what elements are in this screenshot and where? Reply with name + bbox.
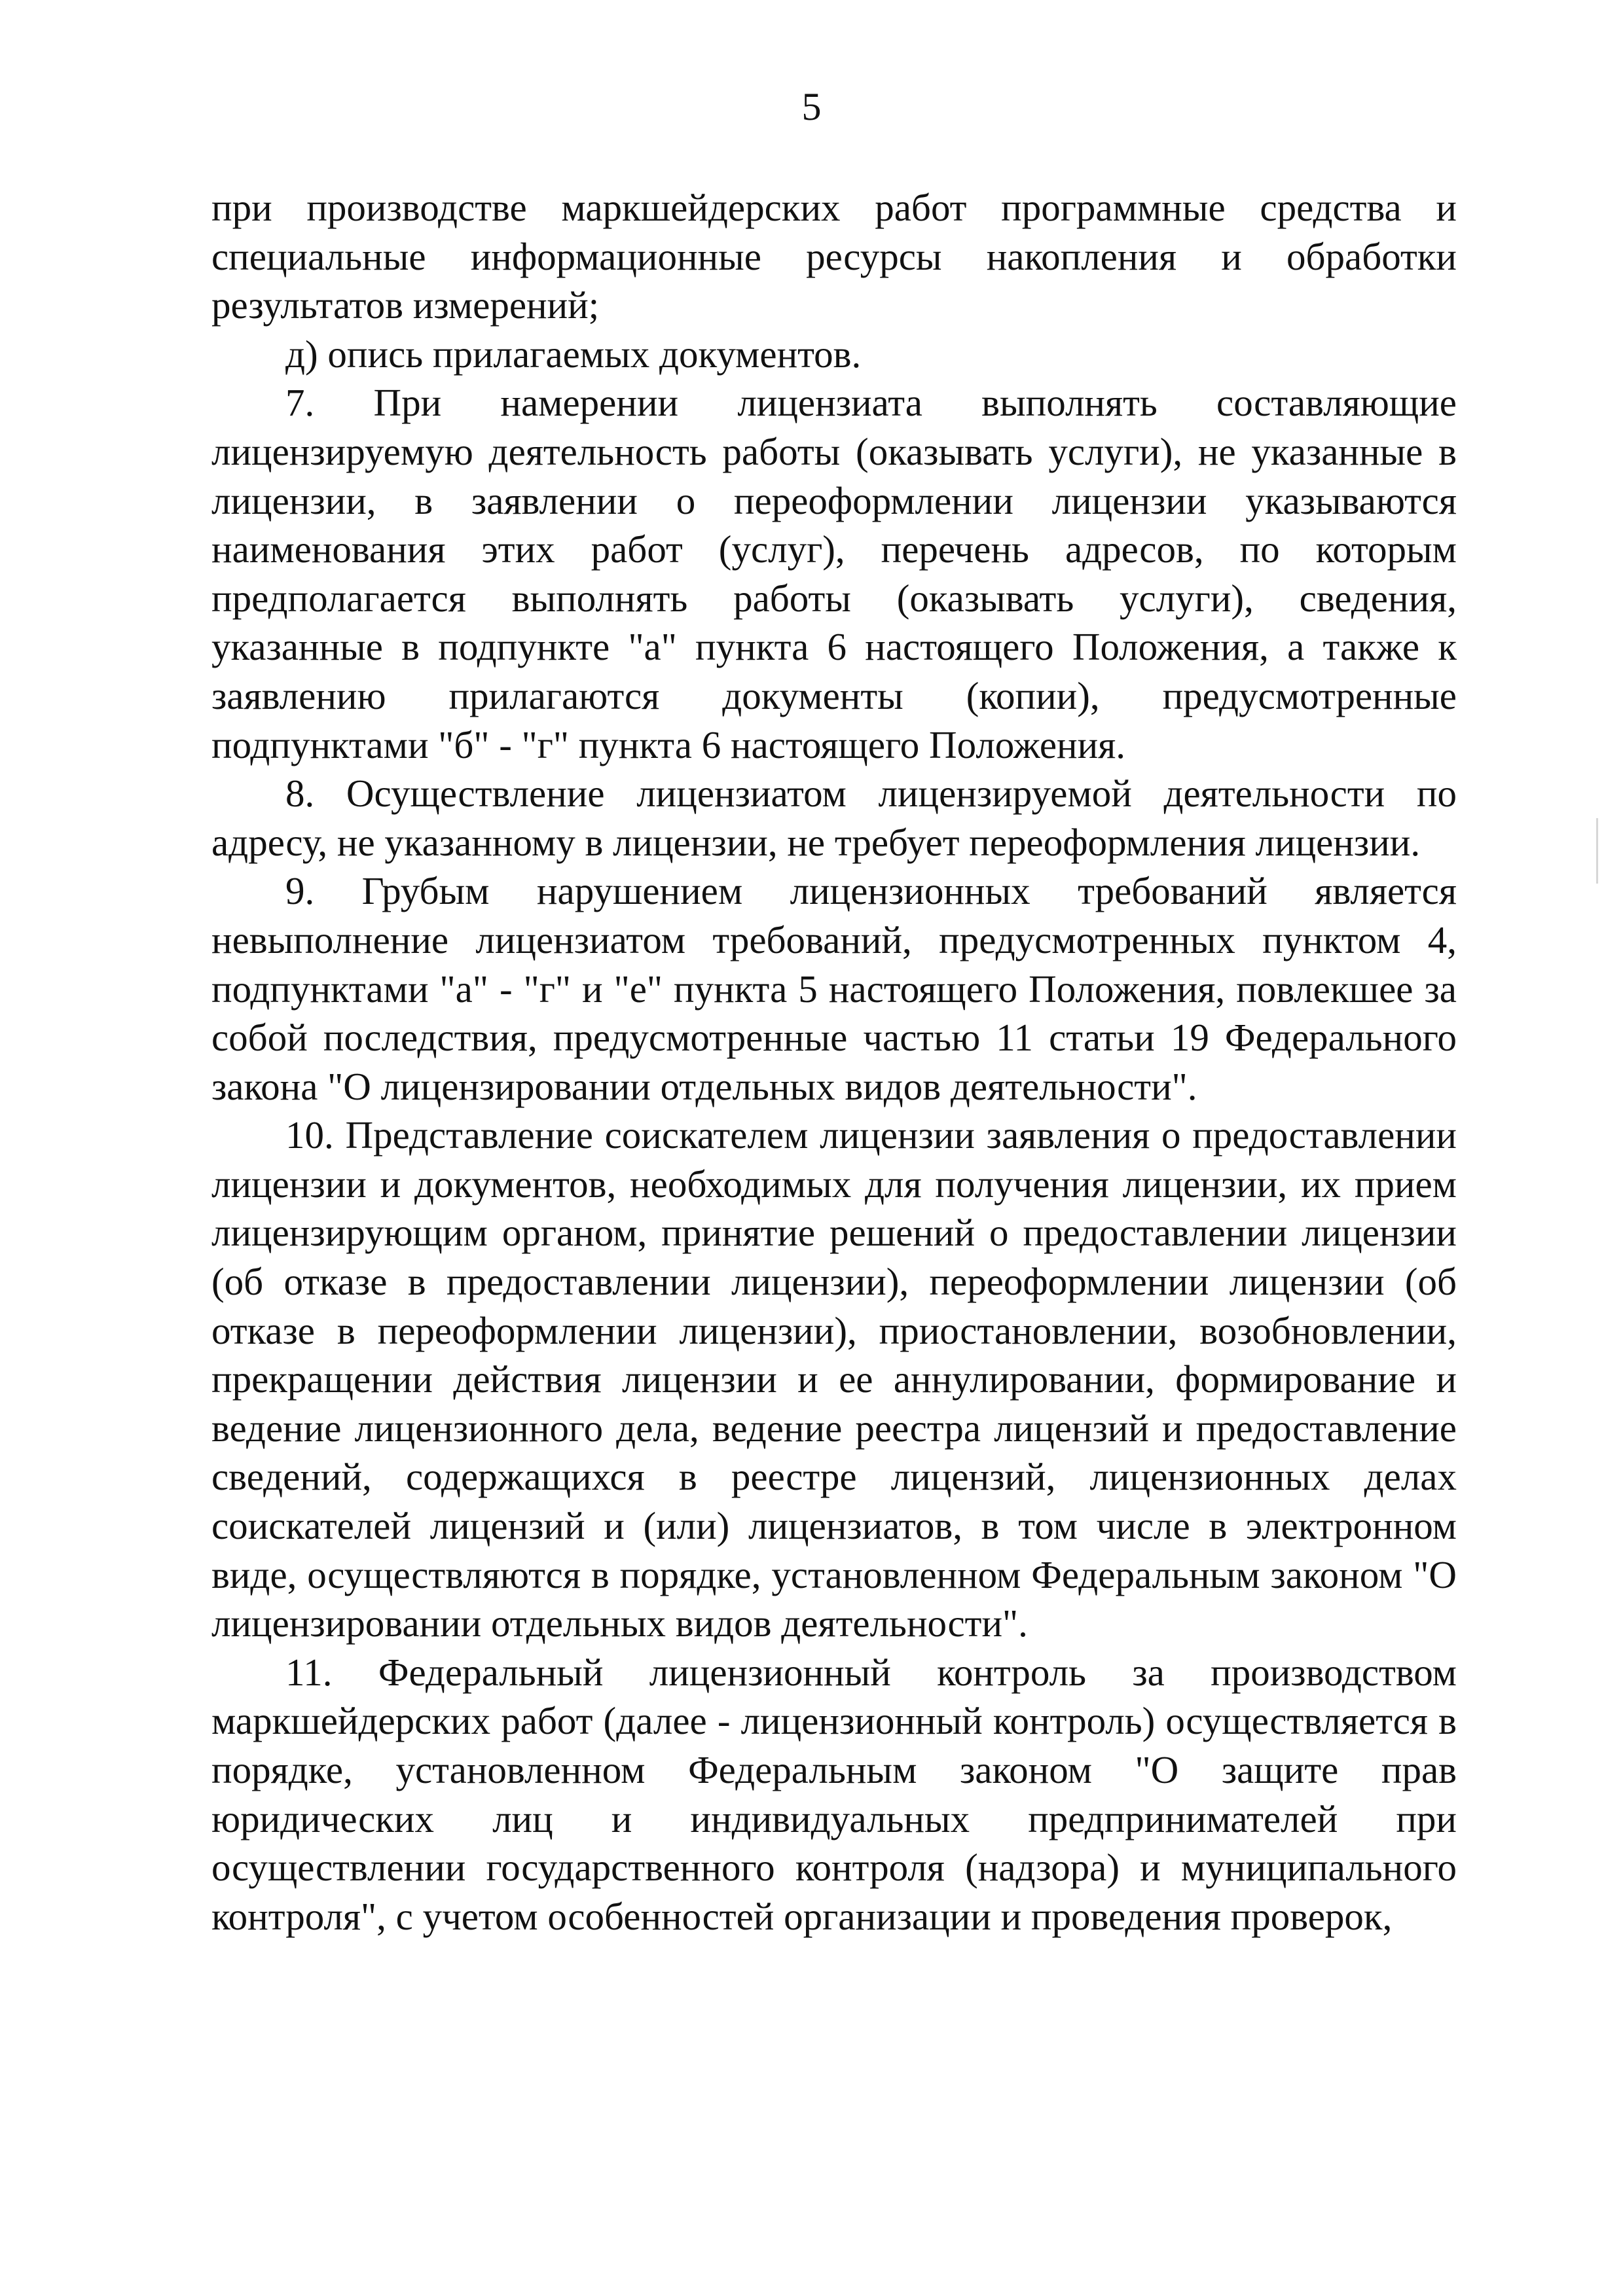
paragraph-9: 9. Грубым нарушением лицензионных требований является невыполнение лицензиатом требований, предусмотренных пунктом 4, подпунктами "а" - "г" и "е" пункта 5 настоящего Положения, повлекшее за собой последствия, предусмотренные частью 11 статьи 19 Федерального закона "О лицензировании отдельных видов деятельности". xyxy=(211,869,1457,1108)
paragraph-item-d: д) опись прилагаемых документов. xyxy=(285,332,862,376)
paragraph-10: 10. Представление соискателем лицензии заявления о предоставлении лицензии и документов, необходимых для получения лицензии, их прием лицензирующим органом, принятие решений о предоставлении лицензии (об отказе в предоставлении лицензии), переоформлении лицензии (об отказе в переоформлении лицензии), приостановлении, возобновлении, прекращении действия лицензии и ее аннулировании, формирование и ведение лицензионного дела, ведение реестра лицензий и предоставление сведений, содержащихся в реестре лицензий, лицензионных делах соискателей лицензий и (или) лицензиатов, в том числе в электронном виде, осуществляются в порядке, установленном Федеральным законом "О лицензировании отдельных видов деятельности". xyxy=(211,1113,1457,1645)
paragraph-11: 11. Федеральный лицензионный контроль за производством маркшейдерских работ (далее - лицензионный контроль) осуществляется в порядке, установленном Федеральным законом "О защите прав юридических лиц и индивидуальных предпринимателей при осуществлении государственного контроля (надзора) и муниципального контроля", с учетом особенностей организации и проведения проверок, xyxy=(211,1650,1457,1938)
paragraph-continuation: при производстве маркшейдерских работ программные средства и специальные информационные ресурсы накопления и обработки результатов измерений; xyxy=(211,186,1457,327)
page-number: 5 xyxy=(801,85,822,128)
document-body xyxy=(211,183,1457,1941)
paragraph-7: 7. При намерении лицензиата выполнять составляющие лицензируемую деятельность работы (оказывать услуги), не указанные в лицензии, в заявлении о переоформлении лицензии указываются наименования этих работ (услуг), перечень адресов, по которым предполагается выполнять работы (оказывать услуги), сведения, указанные в подпункте "а" пункта 6 настоящего Положения, а также к заявлению прилагаются документы (копии), предусмотренные подпунктами "б" - "г" пункта 6 настоящего Положения. xyxy=(211,381,1457,766)
scan-edge-mark xyxy=(1596,818,1598,884)
paragraph-8: 8. Осуществление лицензиатом лицензируемой деятельности по адресу, не указанному в лицензии, не требует переоформления лицензии. xyxy=(211,772,1457,864)
